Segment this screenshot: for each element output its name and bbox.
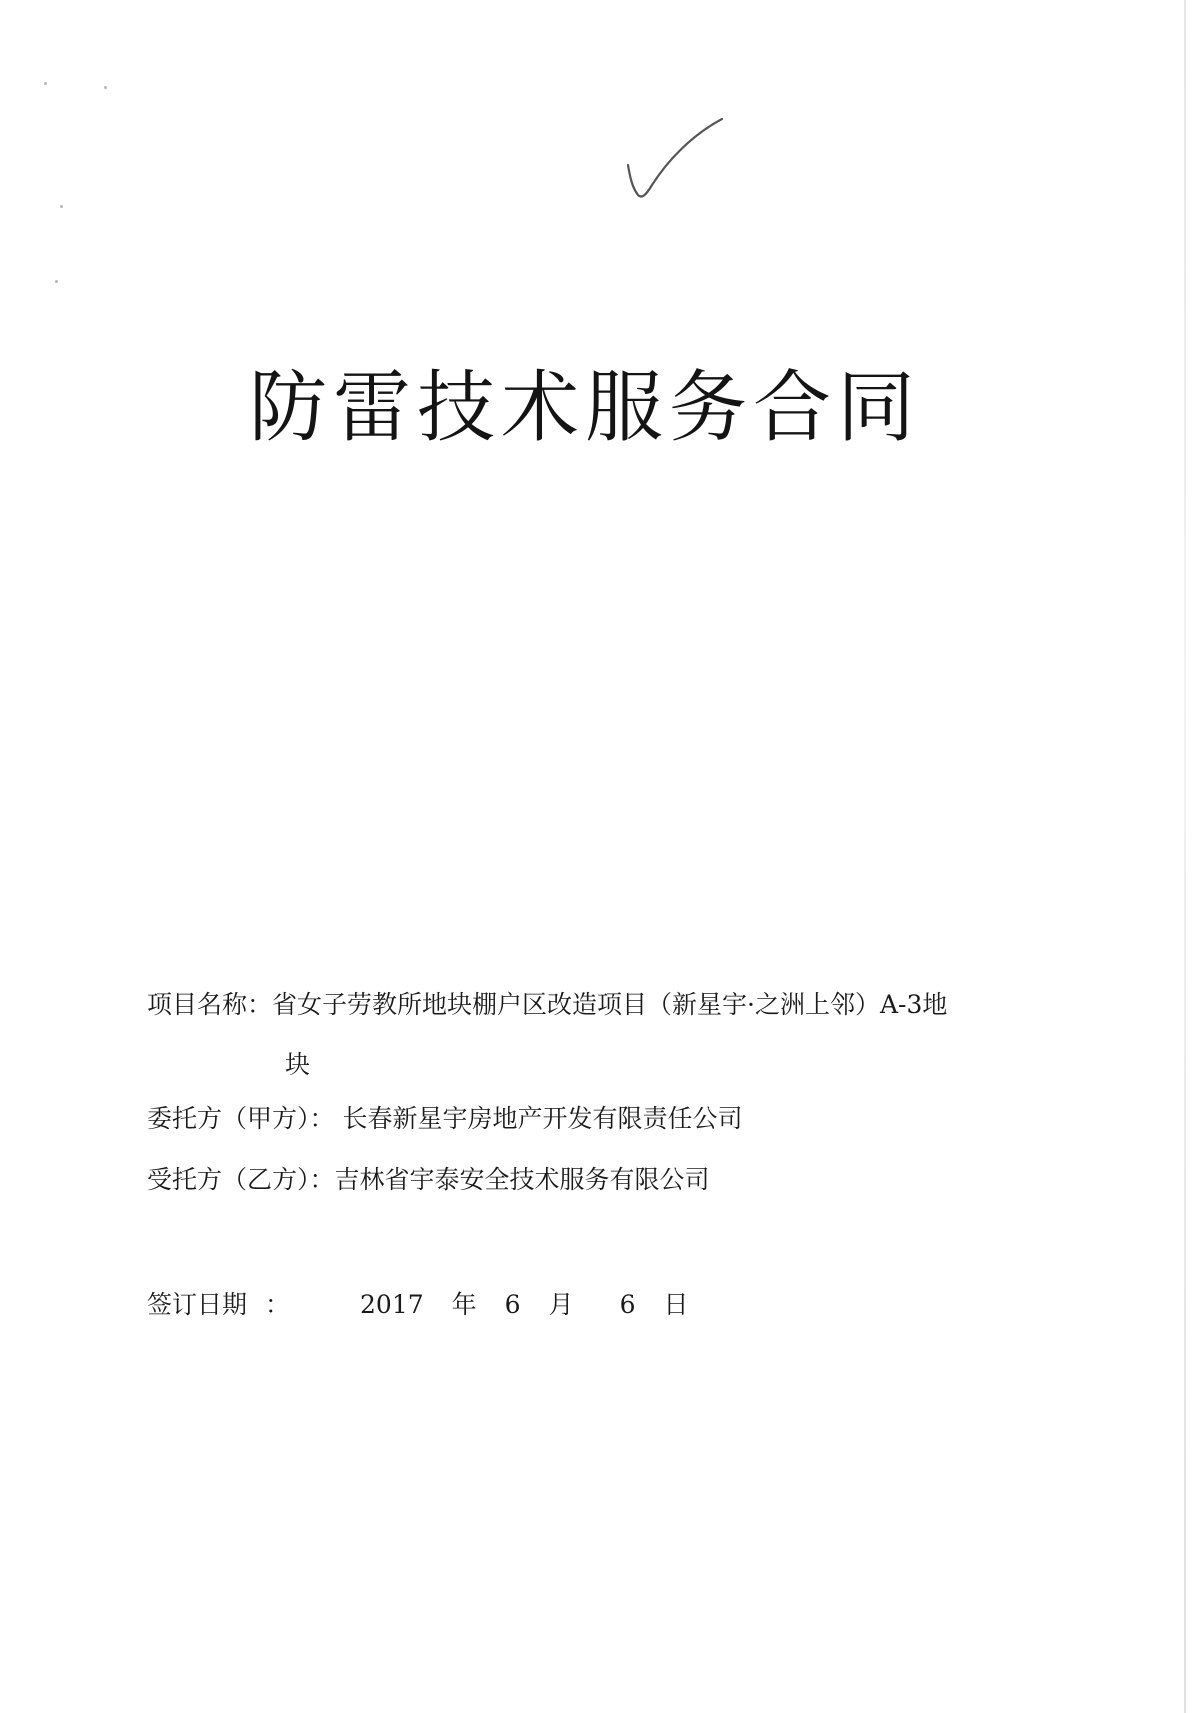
project-name-value: 省女子劳教所地块棚户区改造项目（新星宇·之洲上邻）A-3地 bbox=[272, 990, 948, 1019]
project-name-label: 项目名称： bbox=[147, 990, 273, 1019]
contractor-field bbox=[147, 1163, 710, 1197]
document-title: 防雷技术服务合同 bbox=[248, 363, 921, 453]
contractor-label: 受托方（乙方）： bbox=[147, 1165, 335, 1194]
scan-speck bbox=[55, 280, 58, 283]
client-label: 委托方（甲方）： bbox=[147, 1104, 335, 1133]
scan-edge bbox=[1184, 0, 1186, 1713]
signing-day: 6 bbox=[619, 1290, 636, 1319]
signing-date-label: 签订日期 bbox=[147, 1290, 248, 1319]
signing-year: 2017 bbox=[360, 1290, 424, 1319]
signing-date-colon: ： bbox=[265, 1290, 291, 1319]
signing-day-unit: 日 bbox=[663, 1290, 689, 1319]
client-value: 长春新星宇房地产开发有限责任公司 bbox=[342, 1104, 743, 1133]
scan-speck bbox=[104, 86, 107, 89]
signing-month-unit: 月 bbox=[548, 1290, 574, 1319]
scan-speck bbox=[44, 82, 47, 85]
signing-year-unit: 年 bbox=[451, 1290, 477, 1319]
project-name-value-continued: 块 bbox=[285, 1050, 311, 1079]
scan-speck bbox=[60, 205, 63, 208]
checkmark-icon bbox=[620, 115, 730, 215]
contractor-value: 吉林省宇泰安全技术服务有限公司 bbox=[334, 1165, 710, 1194]
signing-date-field bbox=[147, 1288, 689, 1322]
client-field bbox=[147, 1102, 742, 1136]
signing-month: 6 bbox=[504, 1290, 521, 1319]
project-name-field bbox=[147, 975, 1087, 1095]
